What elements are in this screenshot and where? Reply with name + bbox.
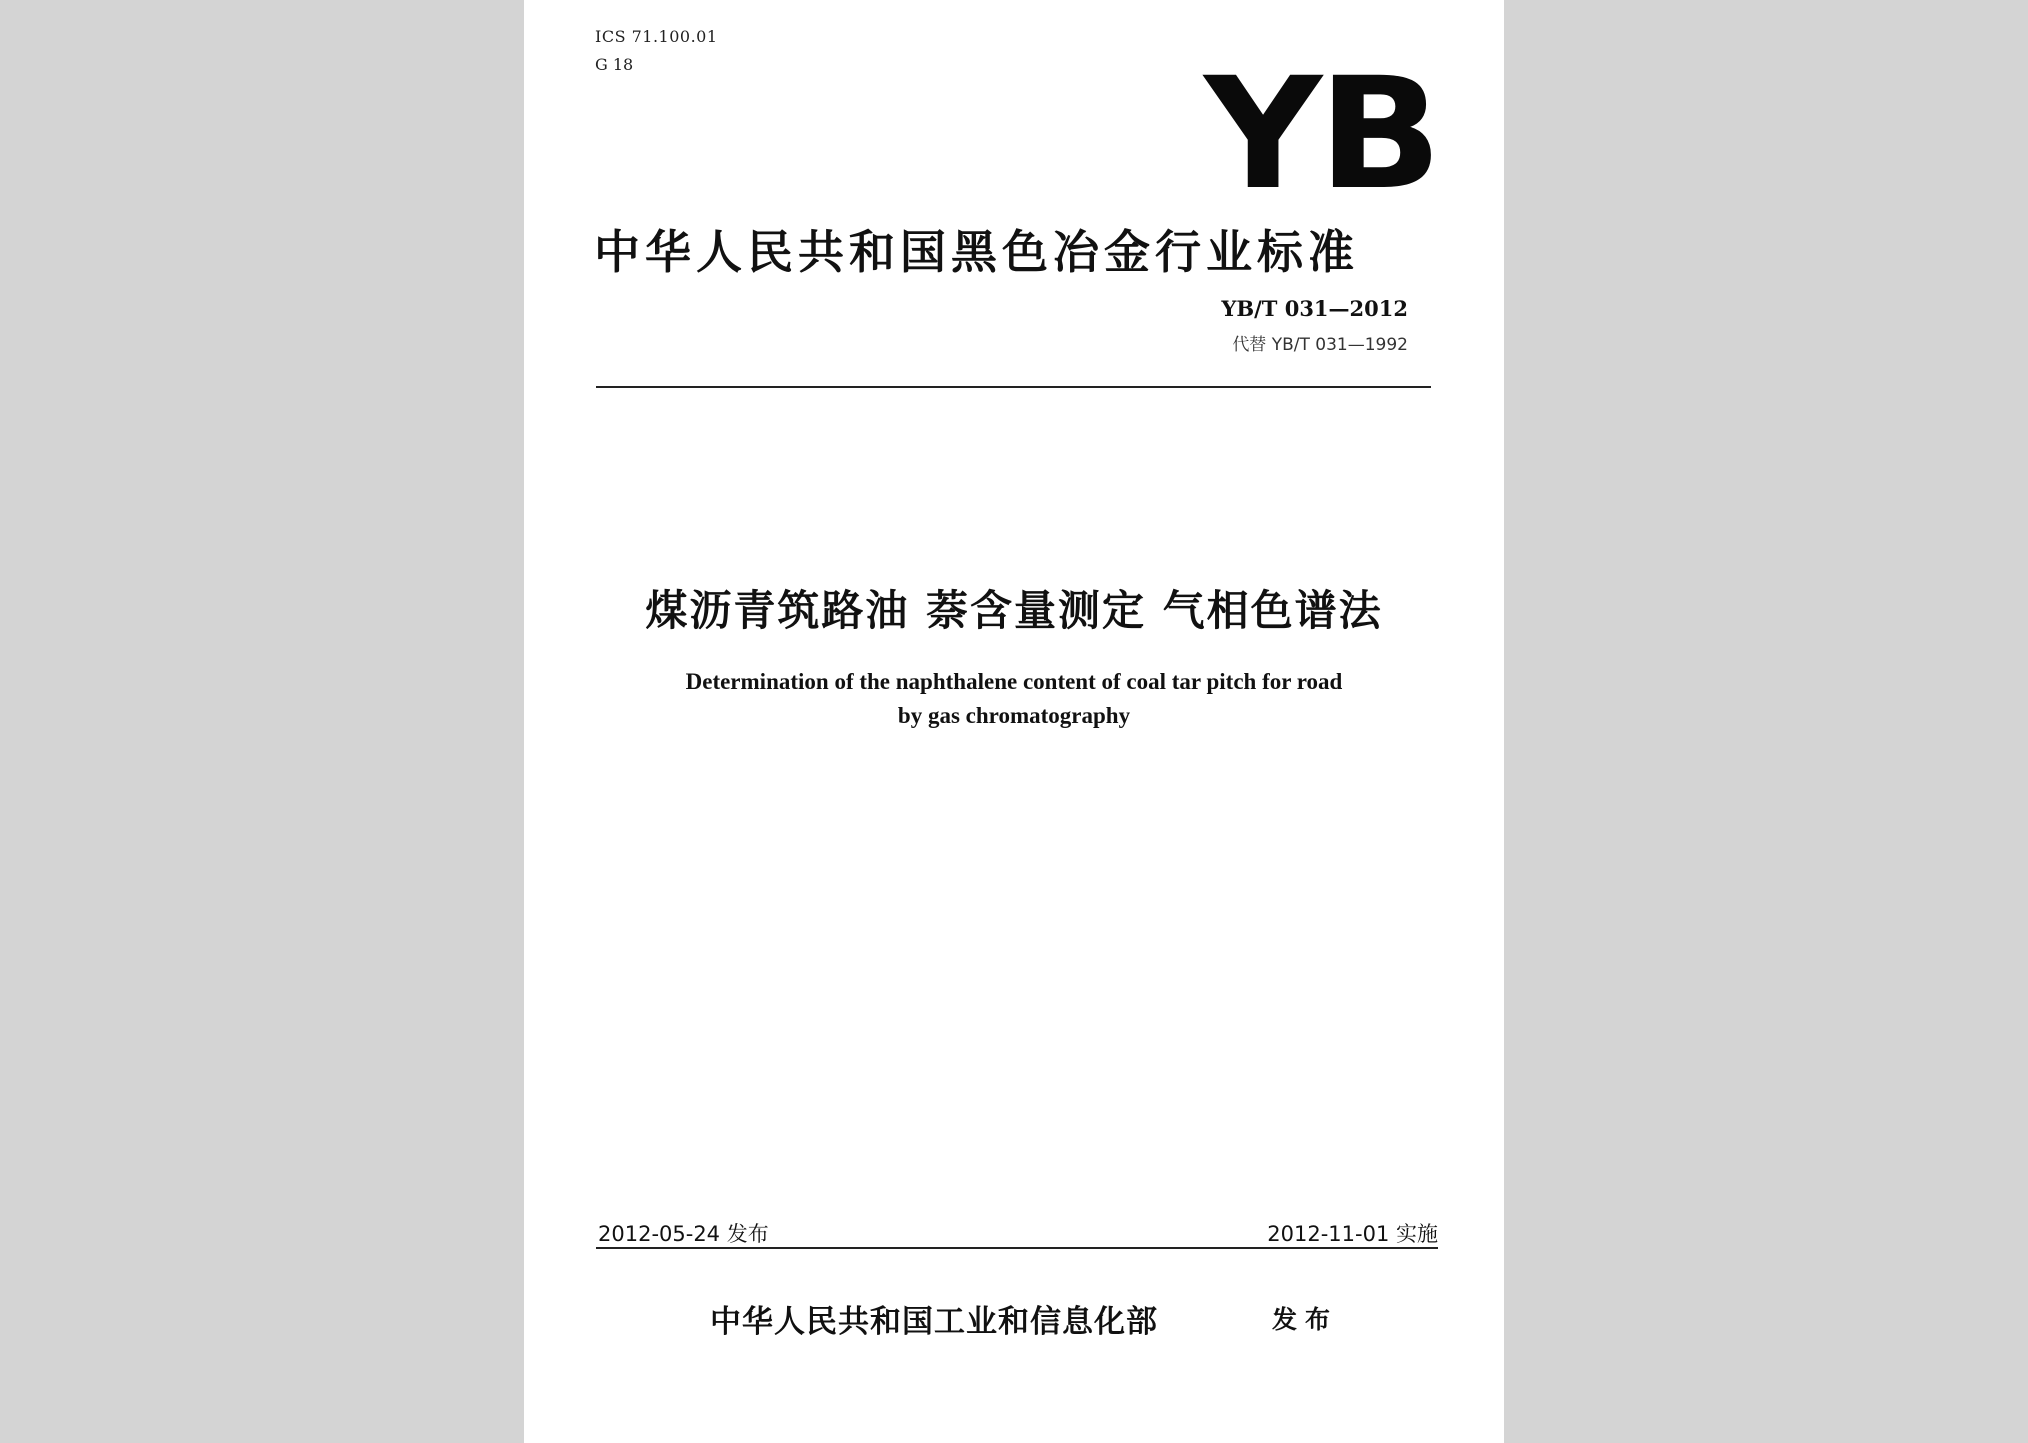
- title-english-line1: Determination of the naphthalene content of coal tar pitch for road: [685, 669, 1343, 694]
- publisher-name: 中华人民共和国工业和信息化部: [710, 1304, 1158, 1340]
- standard-number: YB/T 031—2012: [1221, 296, 1408, 321]
- footer-divider: [596, 1247, 1438, 1249]
- title-english-line2: by gas chromatography: [897, 703, 1131, 728]
- publish-label: 发布: [1272, 1305, 1339, 1334]
- implementation-date: 2012-11-01 实施: [1267, 1222, 1438, 1246]
- document-page: [524, 0, 1504, 1443]
- ics-code: ICS 71.100.01: [595, 27, 718, 46]
- header-divider: [596, 386, 1431, 388]
- yb-logo: YB: [1204, 45, 1439, 224]
- title-chinese: 煤沥青筑路油 萘含量测定 气相色谱法: [645, 586, 1383, 635]
- replaces-standard: 代替 YB/T 031—1992: [1232, 335, 1408, 355]
- ccs-code: G 18: [595, 55, 634, 74]
- issue-date: 2012-05-24 发布: [598, 1222, 769, 1246]
- standard-heading: 中华人民共和国黑色冶金行业标准: [594, 225, 1359, 279]
